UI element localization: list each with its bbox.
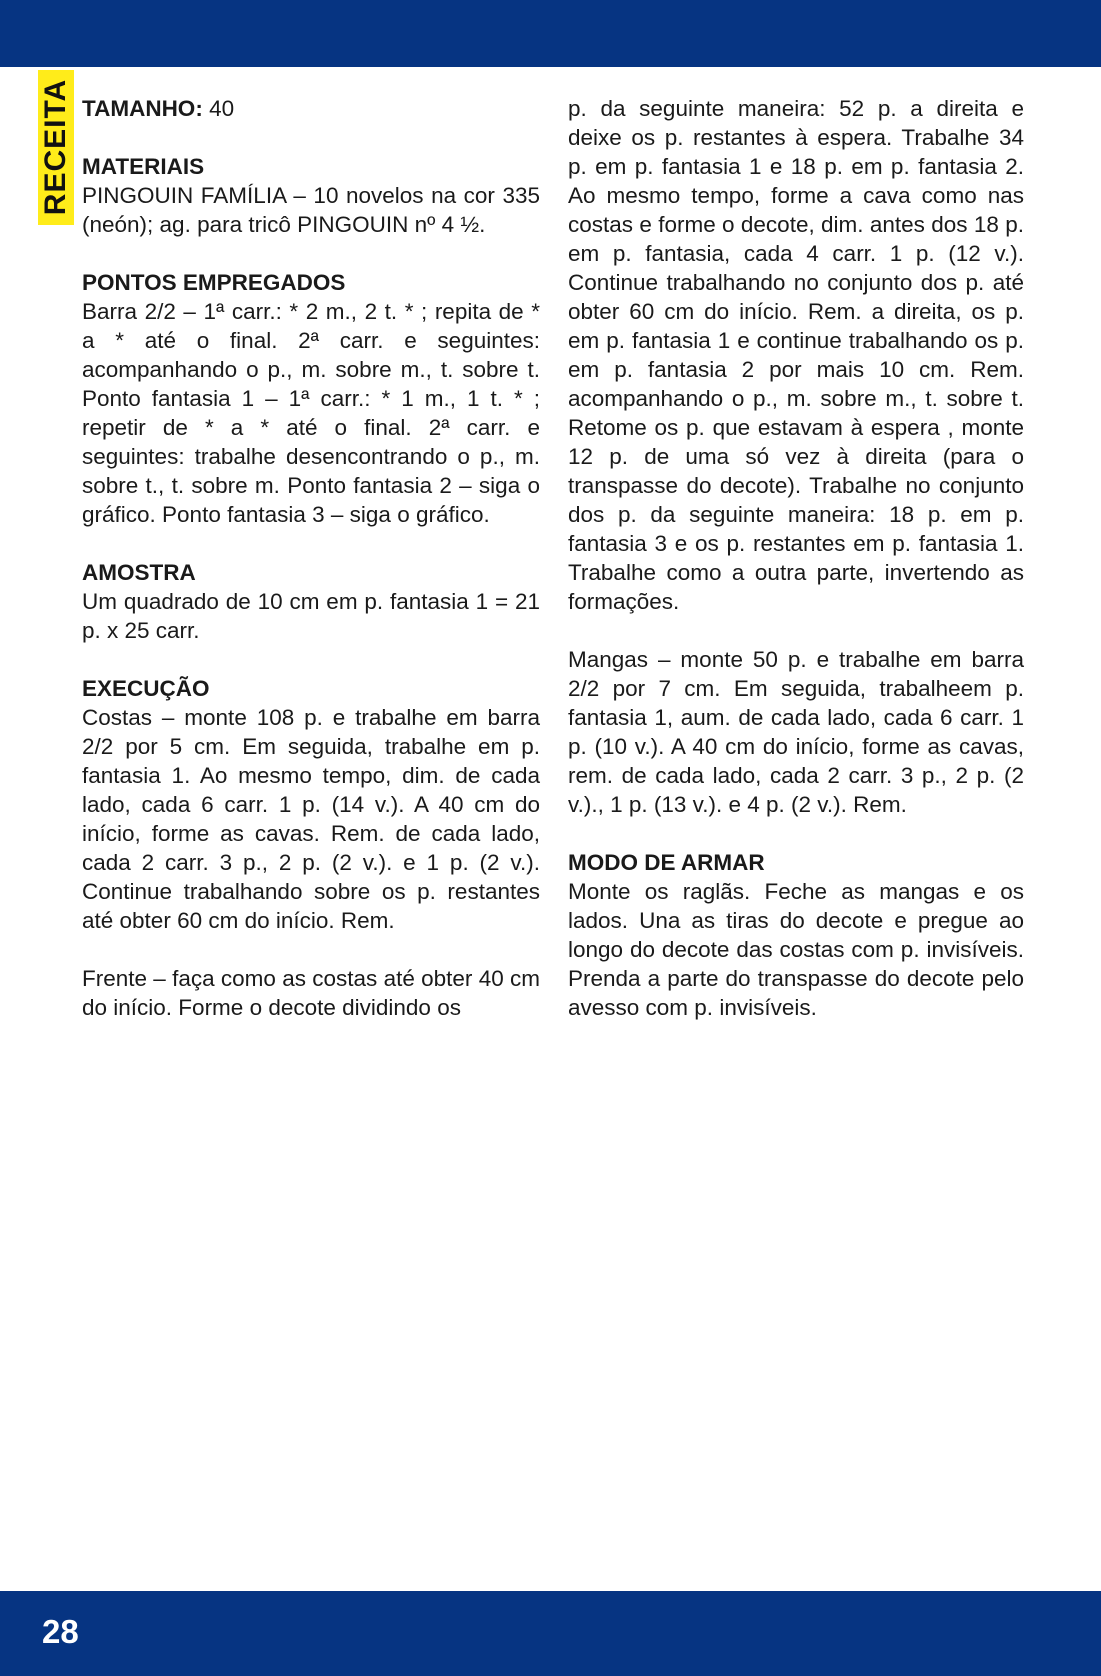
stitches-section [82,268,540,529]
sleeves-instructions: Mangas – monte 50 p. e trabalhe em barra 2/2 por 7 cm. Em seguida, trabalheem p. fantasia 1, aum. de cada lado, cada 6 carr. 1 p. (10 v.). A 40 cm do início, forme as cavas, rem. de cada lado, cada 2 carr. 3 p., 2 p. (2 v.)., 1 p. (13 v.). e 4 p. (2 v.). Rem. [568,647,1024,817]
back-instructions: Costas – monte 108 p. e trabalhe em barra 2/2 por 5 cm. Em seguida, trabalhe em p. fantasia 1. Ao mesmo tempo, dim. de cada lado, cada 6 carr. 1 p. (14 v.). A 40 cm do início, forme as cavas. Rem. de cada lado, cada 2 carr. 3 p., 2 p. (2 v.). e 1 p. (2 v.). Continue trabalhando sobre os p. restantes até obter 60 cm do início. Rem. [82,705,540,933]
materials-heading: MATERIAIS [82,154,205,179]
gauge-heading: AMOSTRA [82,560,196,585]
right-column [568,94,1024,1051]
size-section [82,94,540,123]
execution-section [82,674,540,1022]
gauge-section [82,558,540,645]
recipe-tag-label: RECEITA [39,78,72,216]
assembly-text: Monte os raglãs. Feche as mangas e os lados. Una as tiras do decote e pregue ao longo do decote das costas com p. invisíveis. Prenda a parte do transpasse do decote pelo avesso com p. invisíveis. [568,879,1024,1020]
top-banner [0,0,1101,67]
assembly-heading: MODO DE ARMAR [568,850,765,875]
materials-text: PINGOUIN FAMÍLIA – 10 novelos na cor 335 (neón); ag. para tricô PINGOUIN nº 4 ½. [82,183,540,237]
page-number: 28 [42,1613,79,1650]
front-instructions: Frente – faça como as costas até obter 40 cm do início. Forme o decote dividindo os [82,966,540,1020]
materials-section [82,152,540,239]
size-label: TAMANHO: [82,96,203,121]
bottom-banner [0,1591,1101,1676]
size-value: 40 [202,96,235,121]
left-column [82,94,540,1051]
assembly-section [568,848,1024,1022]
front-instructions-continued: p. da seguinte maneira: 52 p. a direita e deixe os p. restantes à espera. Trabalhe 34 p. em p. fantasia 1 e 18 p. em p. fantasia 2. Ao mesmo tempo, forme a cava como nas costas e forme o decote, dim. antes dos 18 p. em p. fantasia, cada 4 carr. 1 p. (12 v.). Continue trabalhando no conjunto dos p. até obter 60 cm do início. Rem. a direita, os p. em p. fantasia 1 e continue trabalhando os p. em p. fantasia 2 por mais 10 cm. Rem. acompanhando o p., m. sobre m., t. sobre t. Retome os p. que estavam à espera , monte 12 p. de uma só vez à direita (para o transpasse do decote). Trabalhe no conjunto dos p. da seguinte maneira: 18 p. em p. fantasia 3 e os p. restantes em p. fantasia 1. Trabalhe como a outra parte, invertendo as formações. [568,96,1024,614]
gauge-text: Um quadrado de 10 cm em p. fantasia 1 = 21 p. x 25 carr. [82,589,540,643]
stitches-heading: PONTOS EMPREGADOS [82,270,346,295]
execution-heading: EXECUÇÃO [82,676,210,701]
stitches-text: Barra 2/2 – 1ª carr.: * 2 m., 2 t. * ; repita de * a * até o final. 2ª carr. e seguintes: acompanhando o p., m. sobre m., t. sobre t. Ponto fantasia 1 – 1ª carr.: * 1 m., 1 t. * ; repetir de * a * até o final. 2ª carr. e seguintes: trabalhe desencontrando o p., m. sobre t., t. sobre m. Ponto fantasia 2 – siga o gráfico. Ponto fantasia 3 – siga o gráfico. [82,299,540,527]
